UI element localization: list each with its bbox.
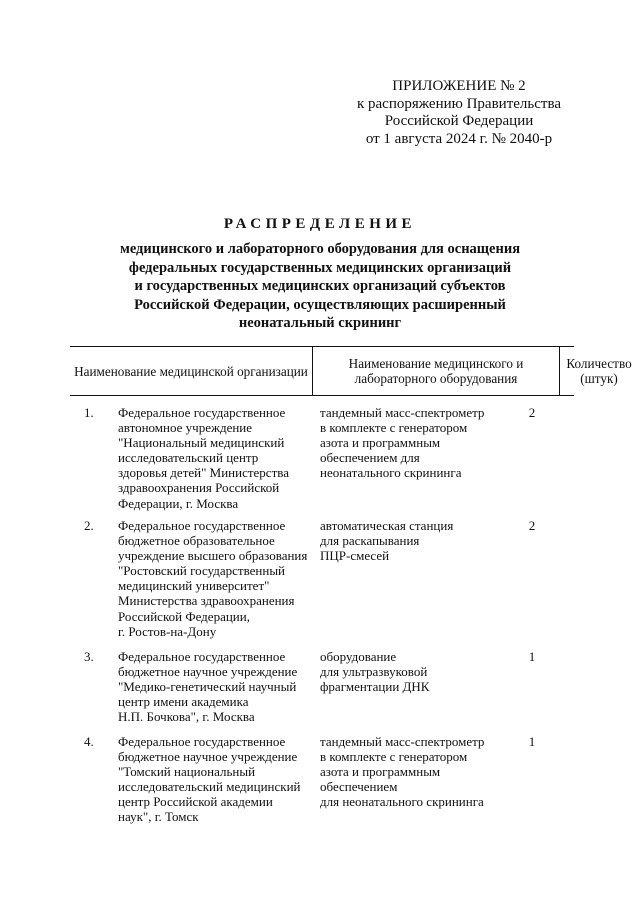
appendix-line: ПРИЛОЖЕНИЕ № 2 xyxy=(392,78,526,94)
appendix-line: Российской Федерации xyxy=(384,113,534,129)
subtitle-line: неонатальный скрининг xyxy=(238,315,402,331)
row-organization: Федеральное государственное бюджетное научное учреждение "Томский национальный исследовательский медицинский центр Российской академии наук", г. Томск xyxy=(118,734,301,825)
row-number: 3. xyxy=(84,649,94,664)
header-quantity: Количество (штук) xyxy=(566,356,632,386)
row-equipment: оборудование для ультразвуковой фрагментации ДНК xyxy=(320,649,430,695)
row-quantity: 2 xyxy=(528,405,536,420)
document-subtitle xyxy=(60,240,580,333)
row-quantity: 2 xyxy=(528,518,536,533)
appendix-line: к распоряжению Правительства xyxy=(356,95,561,112)
row-organization: Федеральное государственное бюджетное образовательное учреждение высшего образования "Ростовский государственный медицинский университет" Министерства здравоохранения Российской Федерации, г. Ростов-на-Дону xyxy=(118,518,308,639)
document-title: РАСПРЕДЕЛЕНИЕ xyxy=(223,216,417,232)
subtitle-line: медицинского и лабораторного оборудования для оснащения xyxy=(119,241,521,257)
subtitle-line: и государственных медицинских организаций субъектов xyxy=(134,278,506,294)
appendix-line: от 1 августа 2024 г. № 2040-р xyxy=(365,130,553,147)
header-equipment: Наименование медицинского и лабораторного оборудования xyxy=(312,347,560,395)
header-organization: Наименование медицинской организации xyxy=(74,363,308,379)
row-organization: Федеральное государственное бюджетное научное учреждение "Медико-генетический научный центр имени академика Н.П. Бочкова", г. Москва xyxy=(118,649,298,725)
row-equipment: тандемный масс-спектрометр в комплекте с генератором азота и программным обеспечением для неонатального скрининга xyxy=(320,734,485,810)
row-equipment: тандемный масс-спектрометр в комплекте с генератором азота и программным обеспечением для неонатального скрининга xyxy=(320,405,485,481)
row-quantity: 1 xyxy=(528,649,536,664)
row-equipment: автоматическая станция для раскапывания ПЦР-смесей xyxy=(320,518,454,564)
row-organization: Федеральное государственное автономное учреждение "Национальный медицинский исследовательский центр здоровья детей" Министерства здравоохранения Российской Федерации, г. Москва xyxy=(118,405,289,511)
row-number: 4. xyxy=(84,734,94,749)
table-header xyxy=(70,346,632,396)
appendix-block xyxy=(330,78,588,148)
row-quantity: 1 xyxy=(528,734,536,749)
subtitle-line: Российской Федерации, осуществляющих расширенный xyxy=(134,296,506,313)
row-number: 1. xyxy=(84,405,94,420)
subtitle-line: федеральных государственных медицинских организаций xyxy=(128,259,512,276)
row-number: 2. xyxy=(84,518,94,533)
